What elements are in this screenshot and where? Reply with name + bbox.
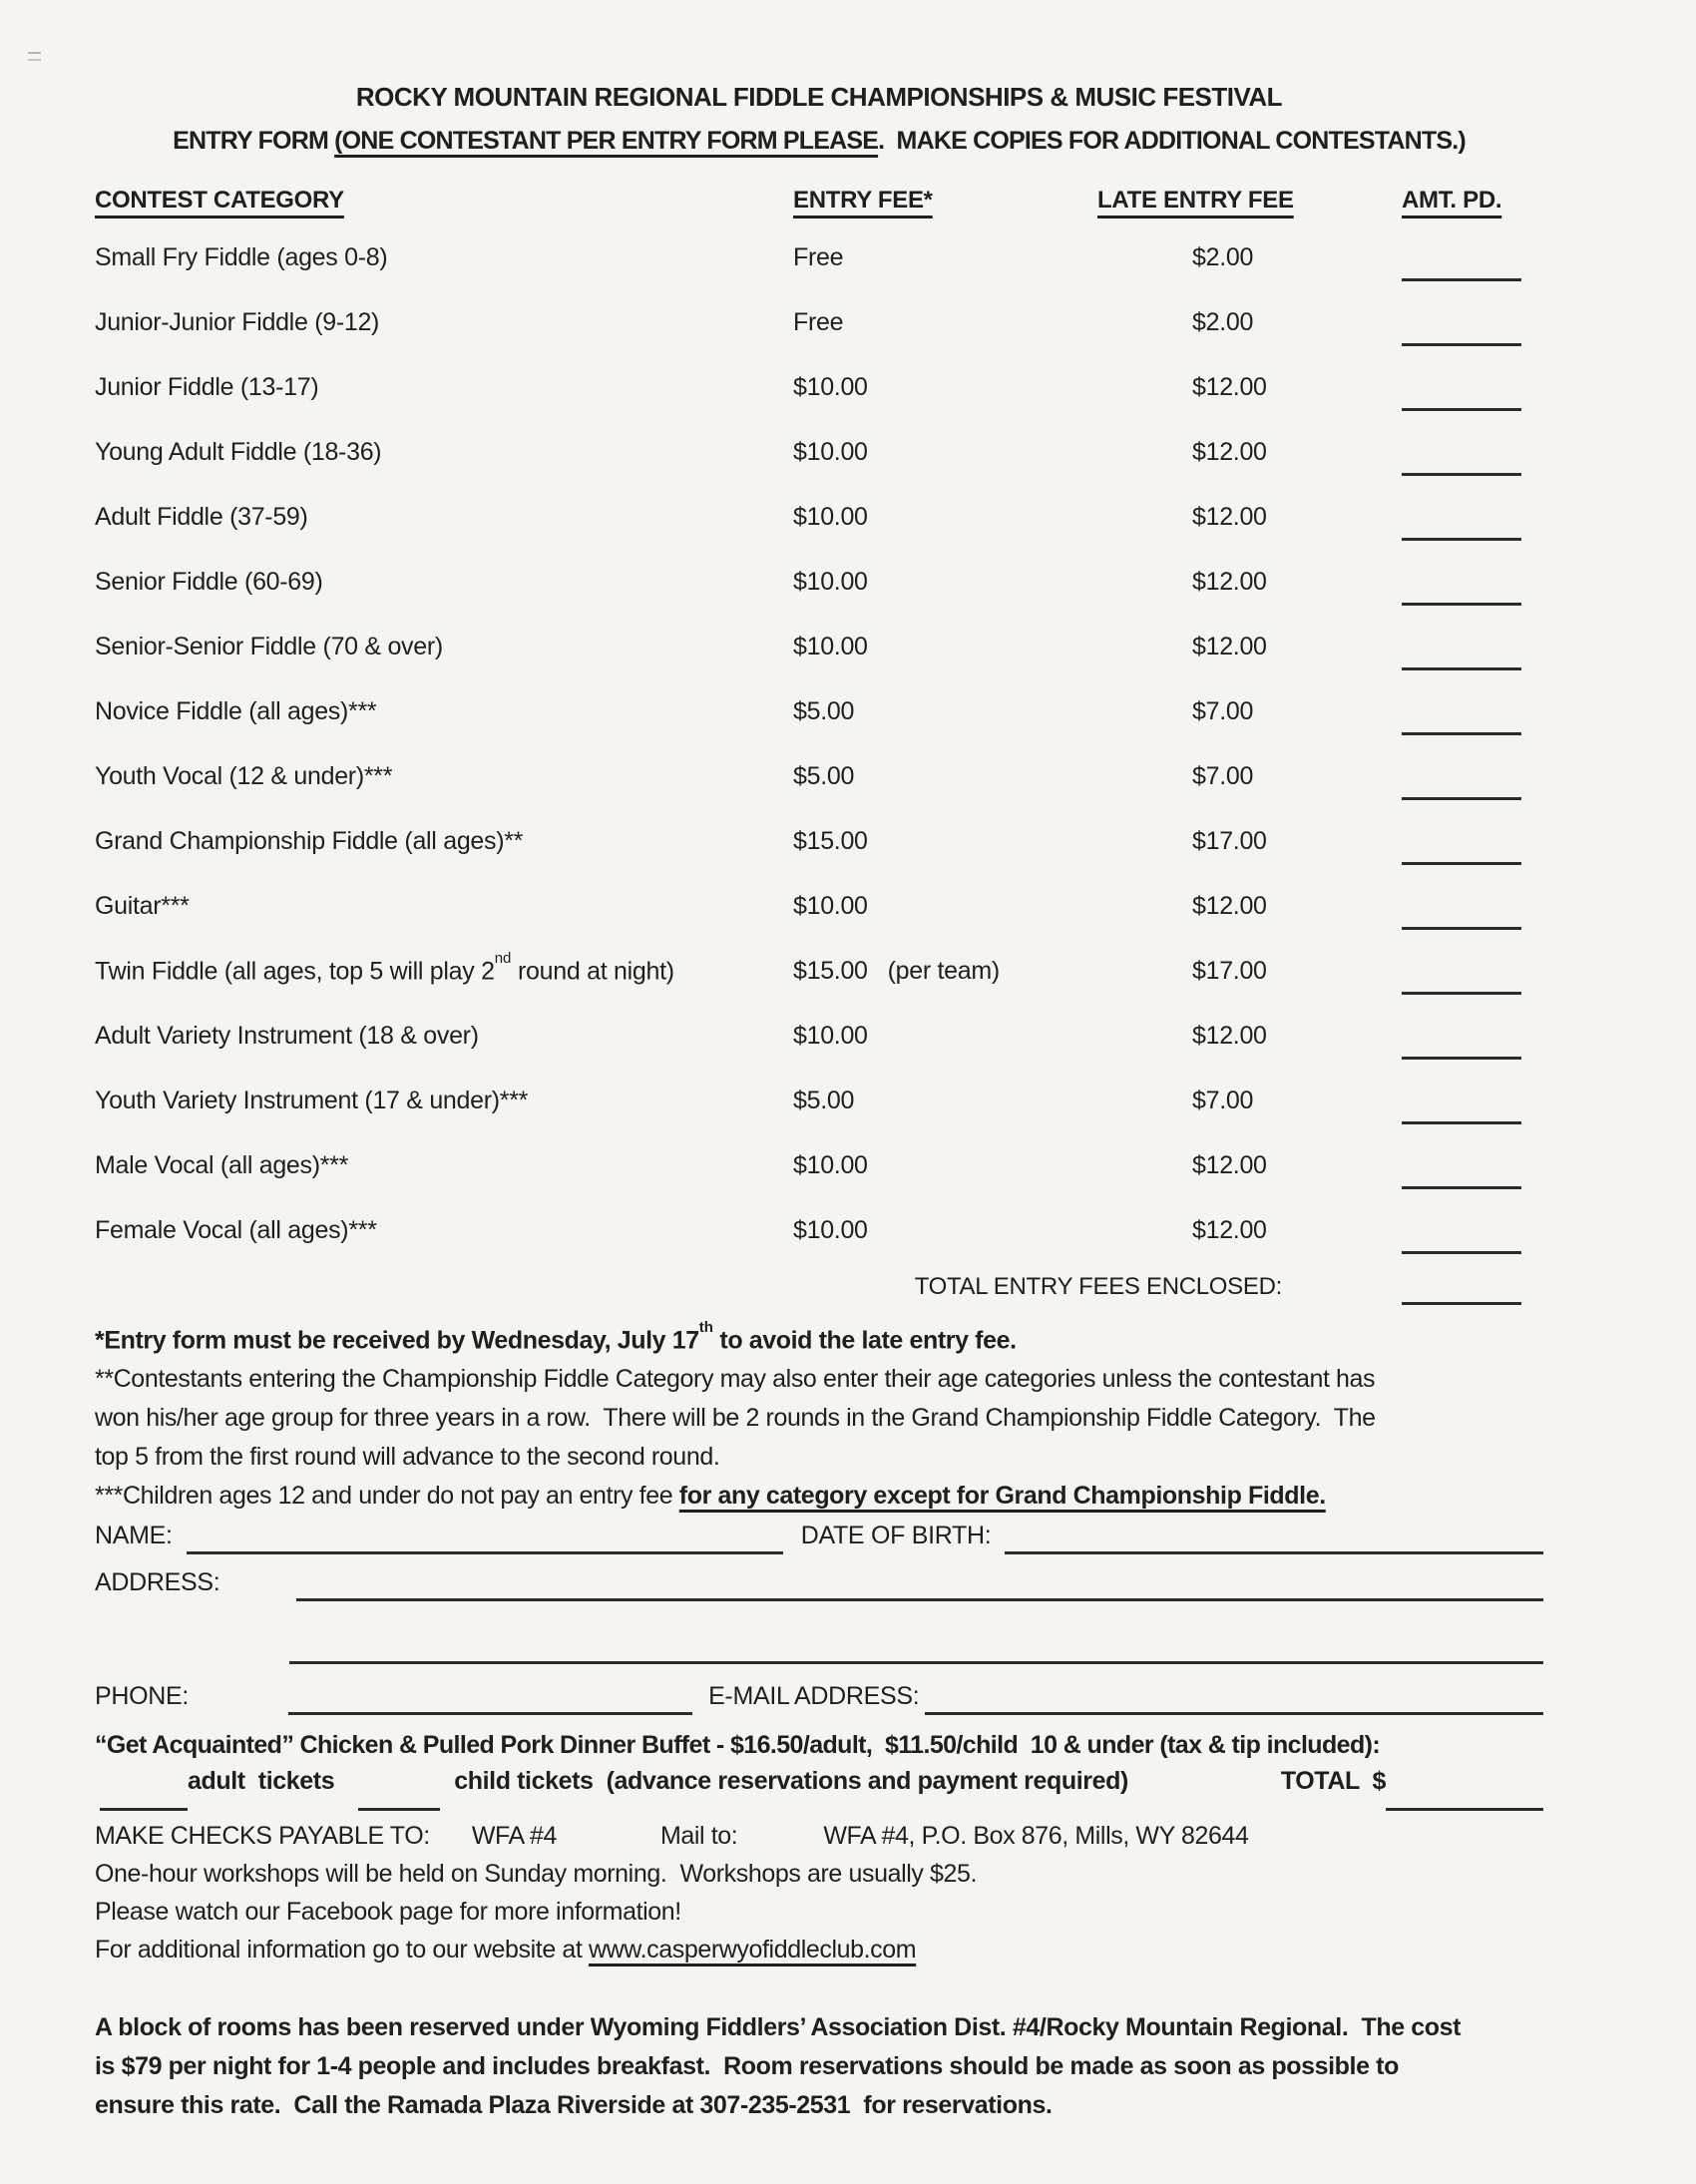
- row-late-entry-fee: $12.00: [1192, 633, 1267, 660]
- row-amount-paid: [1402, 355, 1543, 420]
- workshops-note: One-hour workshops will be held on Sunday morning. Workshops are usually $25.: [95, 1860, 978, 1889]
- email-label: E-MAIL ADDRESS:: [708, 1682, 920, 1711]
- amount-paid-blank: [1402, 836, 1521, 865]
- facebook-note: Please watch our Facebook page for more information!: [95, 1898, 681, 1927]
- row-entry-fee: $5.00: [793, 1087, 855, 1114]
- address-label: ADDRESS:: [95, 1568, 220, 1597]
- row-category: Senior Fiddle (60-69): [95, 568, 323, 596]
- row-late-entry-fee: $12.00: [1192, 1216, 1267, 1244]
- row-late-entry-fee: $2.00: [1192, 308, 1254, 336]
- amount-paid-blank: [1402, 317, 1521, 346]
- address-blank: [296, 1568, 1543, 1601]
- website-note: [95, 1931, 1543, 1968]
- row-category: Female Vocal (all ages)***: [95, 1216, 377, 1244]
- total-entry-fees-row: [95, 1263, 1543, 1311]
- row-category: Junior Fiddle (13-17): [95, 373, 319, 401]
- dinner-tickets-row: [95, 1767, 1543, 1811]
- row-amount-paid: [1402, 1004, 1543, 1069]
- fee-table-rows: [95, 225, 1543, 1263]
- amount-paid-blank: [1402, 966, 1521, 995]
- row-amount-paid: [1402, 290, 1543, 355]
- footnote-late-fee: *Entry form must be received by Wednesday, July 17th to avoid the late entry fee.: [95, 1319, 1017, 1355]
- dob-blank: [1005, 1522, 1543, 1554]
- fee-table-row: [95, 1004, 1543, 1069]
- dob-label: DATE OF BIRTH:: [800, 1522, 992, 1550]
- total-entry-fees-label: TOTAL ENTRY FEES ENCLOSED:: [914, 1273, 1282, 1300]
- fee-table-row: [95, 939, 1543, 1004]
- address-row: [95, 1568, 1543, 1601]
- row-late-entry-fee: $7.00: [1192, 762, 1254, 790]
- adult-tickets-blank: [100, 1778, 188, 1811]
- row-entry-fee: $10.00: [793, 1022, 868, 1050]
- amount-paid-blank: [1402, 382, 1521, 411]
- amount-paid-blank: [1402, 1095, 1521, 1124]
- row-category: Small Fry Fiddle (ages 0-8): [95, 243, 388, 271]
- header-late-entry-fee: LATE ENTRY FEE: [1097, 187, 1294, 214]
- row-amount-paid: [1402, 874, 1543, 939]
- row-category: Grand Championship Fiddle (all ages)**: [95, 827, 524, 855]
- amount-paid-blank: [1402, 252, 1521, 281]
- row-late-entry-fee: $12.00: [1192, 373, 1267, 401]
- row-entry-fee: $10.00: [793, 1151, 868, 1179]
- footnote-children: [95, 1477, 1543, 1516]
- amount-paid-blank: [1402, 512, 1521, 541]
- amount-paid-blank: [1402, 1160, 1521, 1189]
- subtitle-prefix: ENTRY FORM: [173, 127, 335, 155]
- fee-table-row: [95, 809, 1543, 874]
- amount-paid-blank: [1402, 577, 1521, 606]
- phone-blank: [288, 1682, 692, 1715]
- fee-table-row: [95, 1069, 1543, 1133]
- total-fees-blank: [1402, 1276, 1521, 1305]
- make-checks-label: MAKE CHECKS PAYABLE TO:: [95, 1822, 430, 1851]
- row-category: Youth Vocal (12 & under)***: [95, 762, 393, 790]
- footnote-championship-line: **Contestants entering the Championship Fiddle Category may also enter their age categories unless the contestant has: [95, 1365, 1376, 1394]
- fee-table-row: [95, 290, 1543, 355]
- row-entry-fee: $5.00: [793, 762, 855, 790]
- phone-label: PHONE:: [95, 1682, 190, 1711]
- row-category: Adult Fiddle (37-59): [95, 503, 308, 531]
- row-category: Junior-Junior Fiddle (9-12): [95, 308, 380, 336]
- row-category: Novice Fiddle (all ages)***: [95, 697, 377, 725]
- lodging-line: is $79 per night for 1-4 people and includes breakfast. Room reservations should be made as soon as possible to: [95, 2052, 1399, 2081]
- row-late-entry-fee: $17.00: [1192, 827, 1267, 855]
- subtitle-underlined: (ONE CONTESTANT PER ENTRY FORM PLEASE: [334, 127, 879, 155]
- row-late-entry-fee: $12.00: [1192, 1022, 1267, 1050]
- mail-address: WFA #4, P.O. Box 876, Mills, WY 82644: [823, 1822, 1249, 1851]
- website-prefix: For additional information go to our website at: [95, 1936, 589, 1965]
- row-entry-fee: $10.00: [793, 503, 868, 531]
- row-late-entry-fee: $2.00: [1192, 243, 1254, 271]
- row-late-entry-fee: $7.00: [1192, 1087, 1254, 1114]
- form-title: ROCKY MOUNTAIN REGIONAL FIDDLE CHAMPIONSHIPS & MUSIC FESTIVAL: [355, 82, 1283, 112]
- footnote-children-emphasis: for any category except for Grand Championship Fiddle.: [678, 1482, 1326, 1511]
- row-category: Senior-Senior Fiddle (70 & over): [95, 633, 443, 660]
- row-entry-fee: $10.00: [793, 1216, 868, 1244]
- row-entry-fee: Free: [793, 243, 844, 271]
- name-dob-row: [95, 1522, 1543, 1554]
- child-tickets-label: child tickets (advance reservations and payment required): [454, 1767, 1128, 1796]
- header-contest-category: CONTEST CATEGORY: [95, 187, 344, 214]
- subtitle-suffix: . MAKE COPIES FOR ADDITIONAL CONTESTANTS.): [878, 127, 1466, 155]
- row-late-entry-fee: $12.00: [1192, 1151, 1267, 1179]
- address-blank-2: [289, 1631, 1543, 1664]
- row-amount-paid: [1402, 939, 1543, 1004]
- footnotes: [95, 1315, 1543, 1516]
- fee-table-row: [95, 744, 1543, 809]
- scan-artifact: [28, 52, 41, 54]
- fee-table-row: [95, 420, 1543, 485]
- header-amount-paid: AMT. PD.: [1402, 187, 1502, 214]
- name-label: NAME:: [95, 1522, 173, 1550]
- name-blank: [187, 1522, 783, 1554]
- fee-table-header: [95, 176, 1543, 225]
- row-category: Youth Variety Instrument (17 & under)***: [95, 1087, 529, 1114]
- fee-table-row: [95, 679, 1543, 744]
- fee-table-row: [95, 874, 1543, 939]
- row-entry-fee: $10.00: [793, 373, 868, 401]
- row-entry-fee: $15.00 (per team): [793, 957, 1000, 985]
- dinner-total-blank: [1386, 1778, 1543, 1811]
- footnote-championship: [95, 1360, 1543, 1477]
- row-entry-fee: $10.00: [793, 633, 868, 660]
- row-entry-fee: $10.00: [793, 892, 868, 920]
- email-blank: [925, 1682, 1543, 1715]
- fee-table-row: [95, 1198, 1543, 1263]
- row-amount-paid: [1402, 1198, 1543, 1263]
- amount-paid-blank: [1402, 1225, 1521, 1254]
- amount-paid-blank: [1402, 642, 1521, 670]
- row-amount-paid: [1402, 550, 1543, 615]
- amount-paid-blank: [1402, 1031, 1521, 1060]
- row-amount-paid: [1402, 679, 1543, 744]
- row-amount-paid: [1402, 1133, 1543, 1198]
- row-amount-paid: [1402, 225, 1543, 290]
- row-late-entry-fee: $17.00: [1192, 957, 1267, 985]
- make-checks-row: [95, 1817, 1543, 1855]
- fee-table-row: [95, 485, 1543, 550]
- payee: WFA #4: [471, 1822, 557, 1851]
- child-tickets-blank: [358, 1778, 440, 1811]
- address-row-2: [95, 1631, 1543, 1664]
- amount-paid-blank: [1402, 706, 1521, 735]
- header-entry-fee: ENTRY FEE*: [793, 187, 933, 214]
- row-entry-fee: $5.00: [793, 697, 855, 725]
- lodging-line: A block of rooms has been reserved under Wyoming Fiddlers’ Association Dist. #4/Rocky Mountain Regional. The cost: [95, 2013, 1462, 2042]
- footnote-championship-line: top 5 from the first round will advance to the second round.: [95, 1443, 720, 1472]
- row-category: Male Vocal (all ages)***: [95, 1151, 349, 1179]
- row-category: Guitar***: [95, 892, 190, 920]
- fee-table-row: [95, 550, 1543, 615]
- form-subtitle: [95, 118, 1543, 164]
- dinner-total-label: TOTAL $: [1280, 1767, 1386, 1796]
- row-amount-paid: [1402, 615, 1543, 679]
- dinner-headline: “Get Acquainted” Chicken & Pulled Pork Dinner Buffet - $16.50/adult, $11.50/child 10 & under (tax & tip included):: [95, 1731, 1381, 1760]
- row-entry-fee: Free: [793, 308, 844, 336]
- row-entry-fee: $10.00: [793, 438, 868, 466]
- row-amount-paid: [1402, 744, 1543, 809]
- footnote-championship-line: won his/her age group for three years in a row. There will be 2 rounds in the Grand Championship Fiddle Category. The: [95, 1404, 1376, 1433]
- fee-table-row: [95, 1133, 1543, 1198]
- row-late-entry-fee: $12.00: [1192, 568, 1267, 596]
- lodging-line: ensure this rate. Call the Ramada Plaza Riverside at 307-235-2531 for reservations.: [95, 2091, 1053, 2120]
- phone-email-row: [95, 1682, 1543, 1715]
- row-late-entry-fee: $12.00: [1192, 892, 1267, 920]
- lodging-paragraph: [95, 2008, 1543, 2125]
- fee-table-row: [95, 355, 1543, 420]
- row-amount-paid: [1402, 420, 1543, 485]
- row-late-entry-fee: $12.00: [1192, 438, 1267, 466]
- row-amount-paid: [1402, 485, 1543, 550]
- row-amount-paid: [1402, 1069, 1543, 1133]
- adult-tickets-label: adult tickets: [188, 1767, 335, 1796]
- row-late-entry-fee: $7.00: [1192, 697, 1254, 725]
- row-category: Young Adult Fiddle (18-36): [95, 438, 382, 466]
- amount-paid-blank: [1402, 447, 1521, 476]
- row-category: Twin Fiddle (all ages, top 5 will play 2nd round at night): [95, 950, 674, 986]
- row-entry-fee: $15.00: [793, 827, 868, 855]
- fee-table-row: [95, 615, 1543, 679]
- amount-paid-blank: [1402, 771, 1521, 800]
- fee-table-row: [95, 225, 1543, 290]
- amount-paid-blank: [1402, 901, 1521, 930]
- row-entry-fee: $10.00: [793, 568, 868, 596]
- footnote-children-prefix: ***Children ages 12 and under do not pay an entry fee: [95, 1482, 679, 1511]
- mail-to-label: Mail to:: [659, 1822, 738, 1851]
- row-category: Adult Variety Instrument (18 & over): [95, 1022, 479, 1050]
- row-amount-paid: [1402, 809, 1543, 874]
- row-late-entry-fee: $12.00: [1192, 503, 1267, 531]
- website-url: www.casperwyofiddleclub.com: [588, 1936, 917, 1965]
